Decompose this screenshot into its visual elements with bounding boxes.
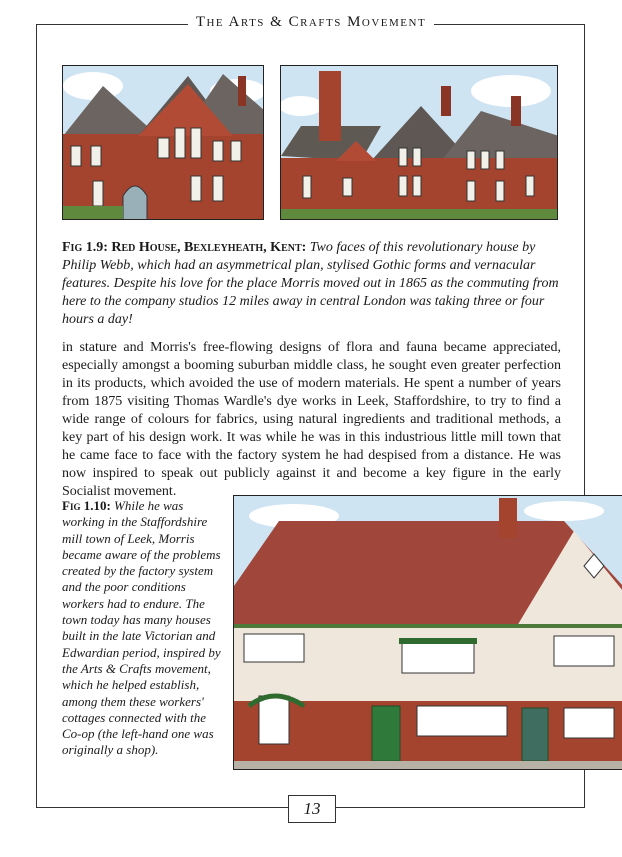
- leek-cottages-illustration: [233, 495, 622, 770]
- figure-1-9-caption: [62, 239, 562, 329]
- figure-1-10-caption: [62, 498, 224, 759]
- figure-1-9-label: Fig 1.9: Red House, Bexleyheath, Kent:: [62, 240, 307, 255]
- page-number: 13: [288, 795, 336, 823]
- running-header: [0, 13, 622, 31]
- red-house-front-illustration: [62, 65, 264, 220]
- figure-1-9-text: Two faces of this revolutionary house by Philip Webb, which had an asymmetrical plan, stylised Gothic forms and vernacular features. Despite his love for the place Morris moved out in 1865 as the commuting from here to the company studios 12 miles away in central London was taking three or four hours a day!: [62, 240, 559, 327]
- figure-1-10-label: Fig 1.10:: [62, 498, 111, 513]
- header-title: The Arts & Crafts Movement: [188, 14, 434, 30]
- figure-1-10-text: While he was working in the Staffordshire mill town of Leek, Morris became aware of the problems created by the factory system and the poor conditions workers had to endure. The town today has many houses built in the late Victorian and Edwardian period, inspired by the Arts & Crafts movement, which he helped establish, among them these workers' cottages connected with the Co-op (the left-hand one was originally a shop).: [62, 498, 221, 758]
- red-house-garden-illustration: [280, 65, 558, 220]
- body-paragraph: in stature and Morris's free-flowing designs of flora and fauna became appreciated, especially amongst a booming suburban middle class, he sought even greater perfection in its products, which avoided the use of modern materials. He spent a number of years from 1875 visiting Thomas Wardle's dye works in Leek, Staffordshire, to try to find a wide range of colours for fabrics, using natural ingredients and traditional methods, a key part of his design work. It was while he was in this industrious little mill town that he came face to face with the factory system he had despised from a distance. He was now inspired to speak out publicly against it and become a key figure in the early Socialist movement.: [62, 340, 561, 499]
